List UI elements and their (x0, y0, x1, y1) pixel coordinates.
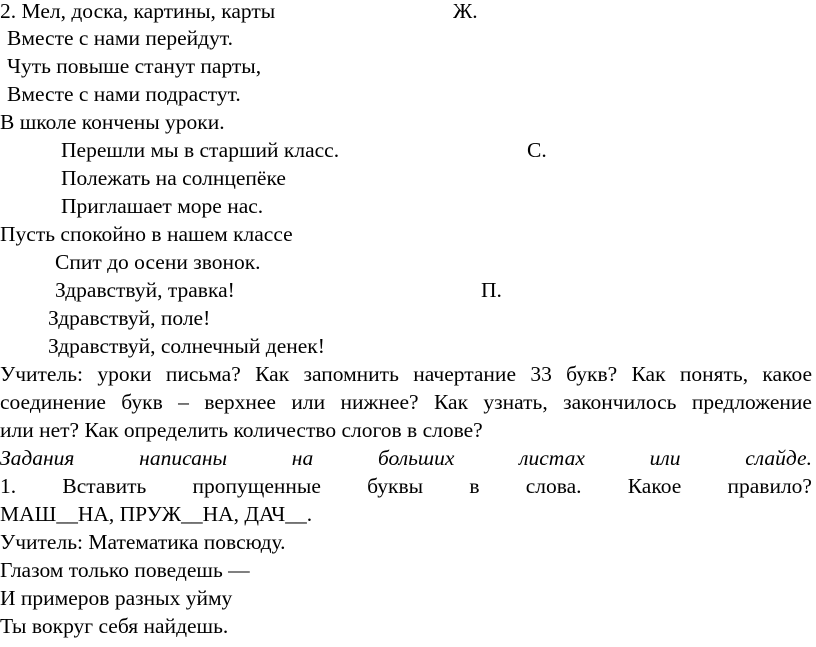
speaker-mark-p: П. (481, 278, 502, 302)
poem-line-4: Вместе с нами подрастут. (7, 82, 241, 106)
tasks-intro: Задания написаны на больших листах или слайде. (0, 446, 812, 470)
math-line-4: Ты вокруг себя найдешь. (0, 614, 229, 638)
task-1-words: МАШ__НА, ПРУЖ__НА, ДАЧ__. (0, 502, 313, 526)
poem-line-10: Спит до осени звонок. (55, 250, 261, 274)
poem-line-6: Перешли мы в старший класс. (61, 138, 340, 162)
math-line-3: И примеров разных уйму (0, 586, 233, 610)
math-line-1: Учитель: Математика повсюду. (0, 530, 286, 554)
poem-line-1: 2. Мел, доска, картины, карты (0, 0, 276, 23)
poem-line-3: Чуть повыше станут парты, (7, 54, 262, 78)
poem-line-7: Полежать на солнцепёке (61, 166, 286, 190)
poem-line-13: Здравствуй, солнечный денек! (48, 334, 325, 358)
task-1: 1. Вставить пропущенные буквы в слова. Какое правило? (0, 474, 812, 498)
poem-line-2: Вместе с нами перейдут. (7, 26, 234, 50)
poem-line-11: Здравствуй, травка! (55, 278, 235, 302)
teacher-questions-line-3: или нет? Как определить количество слогов в слове? (0, 418, 483, 442)
math-line-2: Глазом только поведешь — (0, 558, 250, 582)
poem-line-12: Здравствуй, поле! (48, 306, 211, 330)
speaker-mark-zh: Ж. (453, 0, 478, 23)
poem-line-9: Пусть спокойно в нашем классе (0, 222, 293, 246)
teacher-questions-line-1: Учитель: уроки письма? Как запомнить начертание 33 букв? Как понять, какое (0, 362, 812, 386)
poem-line-8: Приглашает море нас. (61, 194, 264, 218)
speaker-mark-s: С. (527, 138, 547, 162)
poem-line-5: В школе кончены уроки. (0, 110, 225, 134)
teacher-questions-line-2: соединение букв – верхнее или нижнее? Как узнать, закончилось предложение (0, 390, 812, 414)
